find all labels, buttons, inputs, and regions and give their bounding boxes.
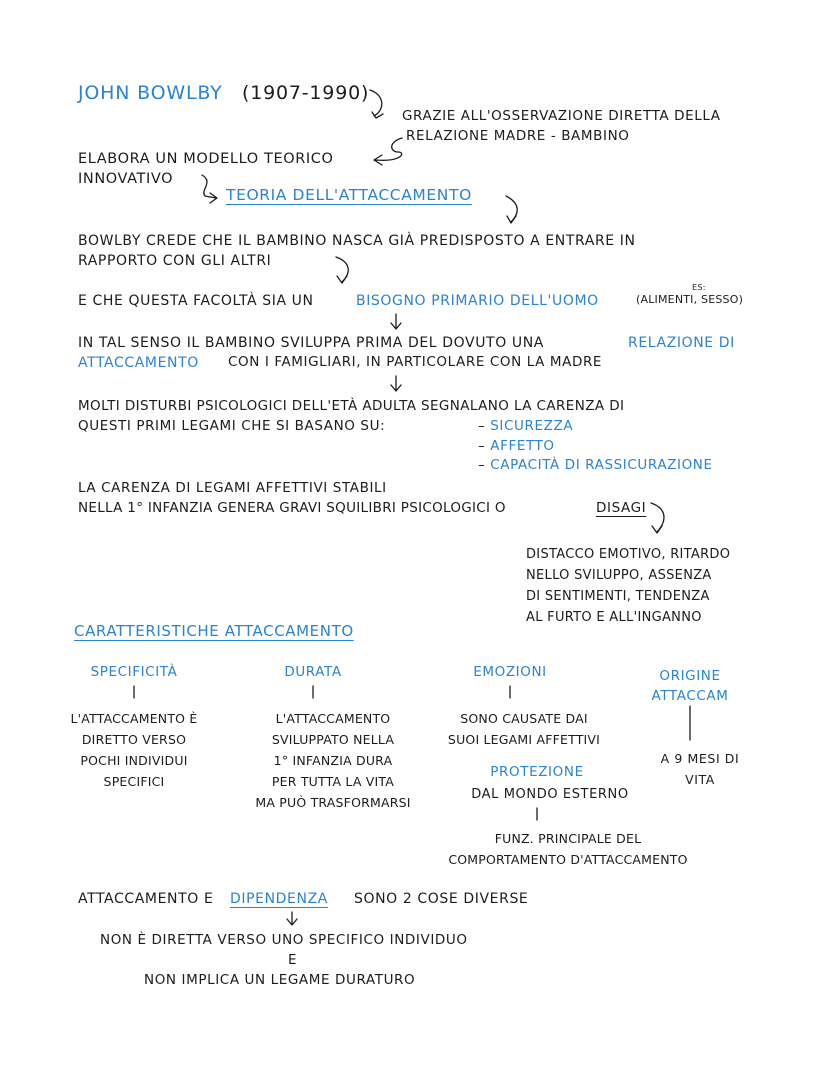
base-rassicurazione: CAPACITÀ DI RASSICURAZIONE (490, 457, 713, 473)
emozioni-line-2: SUOI LEGAMI AFFETTIVI (447, 732, 601, 747)
base-affetto: AFFETTO (490, 437, 555, 454)
bases-list (478, 420, 713, 473)
observation-line-2: RELAZIONE MADRE - BAMBINO (406, 128, 630, 144)
specificita-line-1: L'ATTACCAMENTO È (70, 711, 198, 726)
base-item-1: – SICUREZZA (478, 418, 574, 434)
footer-line-4: NON IMPLICA UN LEGAME DURATURO (144, 972, 416, 988)
emozioni-line-1: SONO CAUSATE DAI (460, 711, 588, 726)
durata-label: DURATA (284, 664, 342, 680)
p3-line-1-highlight: RELAZIONE DI (628, 335, 735, 351)
specificita-line-4: SPECIFICI (103, 774, 165, 789)
p2-highlight: BISOGNO PRIMARIO DELL'UOMO (356, 293, 599, 309)
origine-label (652, 666, 729, 706)
disagi-line-4: AL FURTO E ALL'INGANNO (526, 610, 702, 625)
protezione-label: PROTEZIONE (490, 764, 584, 780)
arrow-rapporto-down (336, 257, 348, 283)
durata-line-1: L'ATTACCAMENTO (275, 711, 391, 726)
p2-example: (ALIMENTI, SESSO) (636, 293, 744, 306)
protezione-text: DAL MONDO ESTERNO (471, 787, 629, 802)
arrow-relazione-down (391, 376, 401, 391)
p3-line-2-highlight: ATTACCAMENTO (78, 355, 199, 371)
p3-line-2-rest: CON I FAMIGLIARI, IN PARTICOLARE CON LA MADRE (228, 354, 603, 370)
p2-es-label: ES: (692, 283, 706, 292)
emozioni-label: EMOZIONI (473, 664, 547, 680)
durata-text (255, 708, 410, 813)
p4-line-2: QUESTI PRIMI LEGAMI CHE SI BASANO SU: (78, 418, 386, 434)
p5-line-1: LA CARENZA DI LEGAMI AFFETTIVI STABILI (78, 480, 387, 496)
model-line-1: ELABORA UN MODELLO TEORICO (78, 151, 334, 167)
arrow-model-to-theory (202, 175, 217, 203)
origine-label-line-1: ORIGINE (659, 668, 721, 684)
durata-line-5: MA PUÒ TRASFORMARSI (255, 795, 411, 810)
emozioni-text (448, 708, 600, 750)
base-item-2: – AFFETTO (478, 437, 555, 454)
base-item-3: – CAPACITÀ DI RASSICURAZIONE (478, 457, 713, 473)
origine-line-1: A 9 MESI DI (660, 751, 740, 766)
footer-dipendenza: DIPENDENZA (230, 891, 328, 907)
author-years: (1907-1990) (242, 82, 370, 104)
author-name: JOHN BOWLBY (78, 82, 223, 104)
footer-line-1-rest: SONO 2 COSE DIVERSE (354, 891, 529, 907)
origine-text (661, 748, 740, 790)
specificita-text (71, 708, 198, 792)
function-text (448, 828, 687, 870)
arrow-theory-down (506, 196, 517, 223)
arrow-bisogno-down (391, 314, 401, 329)
origine-label-line-2: ATTACCAM (651, 688, 729, 704)
footer-line-2: NON È DIRETTA VERSO UNO SPECIFICO INDIVIDUO (100, 932, 468, 948)
origine-line-2: VITA (685, 772, 715, 787)
durata-line-2: SVILUPPATO NELLA (271, 732, 395, 747)
specificita-line-3: POCHI INDIVIDUI (80, 753, 188, 768)
observation-line-1: GRAZIE ALL'OSSERVAZIONE DIRETTA DELLA (402, 108, 721, 124)
specificita-label: SPECIFICITÀ (90, 664, 178, 680)
arrow-observation-to-model (374, 138, 402, 165)
disagi-line-1: DISTACCO EMOTIVO, RITARDO (526, 547, 731, 562)
function-line-2: COMPORTAMENTO D'ATTACCAMENTO (448, 852, 688, 867)
arrow-header-to-observation (370, 90, 383, 118)
function-line-1: FUNZ. PRINCIPALE DEL (494, 831, 642, 846)
p5-disagi: DISAGI (596, 500, 647, 516)
base-sicurezza: SICUREZZA (490, 418, 574, 434)
footer-line-1-prefix: ATTACCAMENTO E (78, 891, 214, 907)
specificita-line-2: DIRETTO VERSO (81, 732, 187, 747)
p1-line-2: RAPPORTO CON GLI ALTRI (78, 253, 272, 269)
model-line-2: INNOVATIVO (78, 171, 174, 187)
disagi-block (526, 544, 730, 628)
durata-line-3: 1° INFANZIA DURA (273, 753, 393, 768)
durata-line-4: PER TUTTA LA VITA (271, 774, 395, 789)
p4-line-1: MOLTI DISTURBI PSICOLOGICI DELL'ETÀ ADULTA SEGNALANO LA CARENZA DI (78, 398, 625, 414)
disagi-line-2: NELLO SVILUPPO, ASSENZA (526, 568, 712, 583)
characteristics-title: CARATTERISTICHE ATTACCAMENTO (74, 622, 354, 640)
arrow-disagi-down (651, 503, 664, 533)
theory-title: TEORIA DELL'ATTACCAMENTO (226, 186, 472, 204)
p5-line-2-prefix: NELLA 1° INFANZIA GENERA GRAVI SQUILIBRI PSICOLOGICI O (78, 500, 506, 516)
arrow-dipendenza-down (287, 912, 297, 925)
footer-line-3: E (288, 952, 298, 968)
p3-line-1-prefix: IN TAL SENSO IL BAMBINO SVILUPPA PRIMA DEL DOVUTO UNA (78, 335, 544, 351)
p1-line-1: BOWLBY CREDE CHE IL BAMBINO NASCA GIÀ PREDISPOSTO A ENTRARE IN (78, 233, 636, 249)
disagi-line-3: DI SENTIMENTI, TENDENZA (526, 589, 710, 604)
p2-prefix: E CHE QUESTA FACOLTÀ SIA UN (78, 293, 314, 309)
